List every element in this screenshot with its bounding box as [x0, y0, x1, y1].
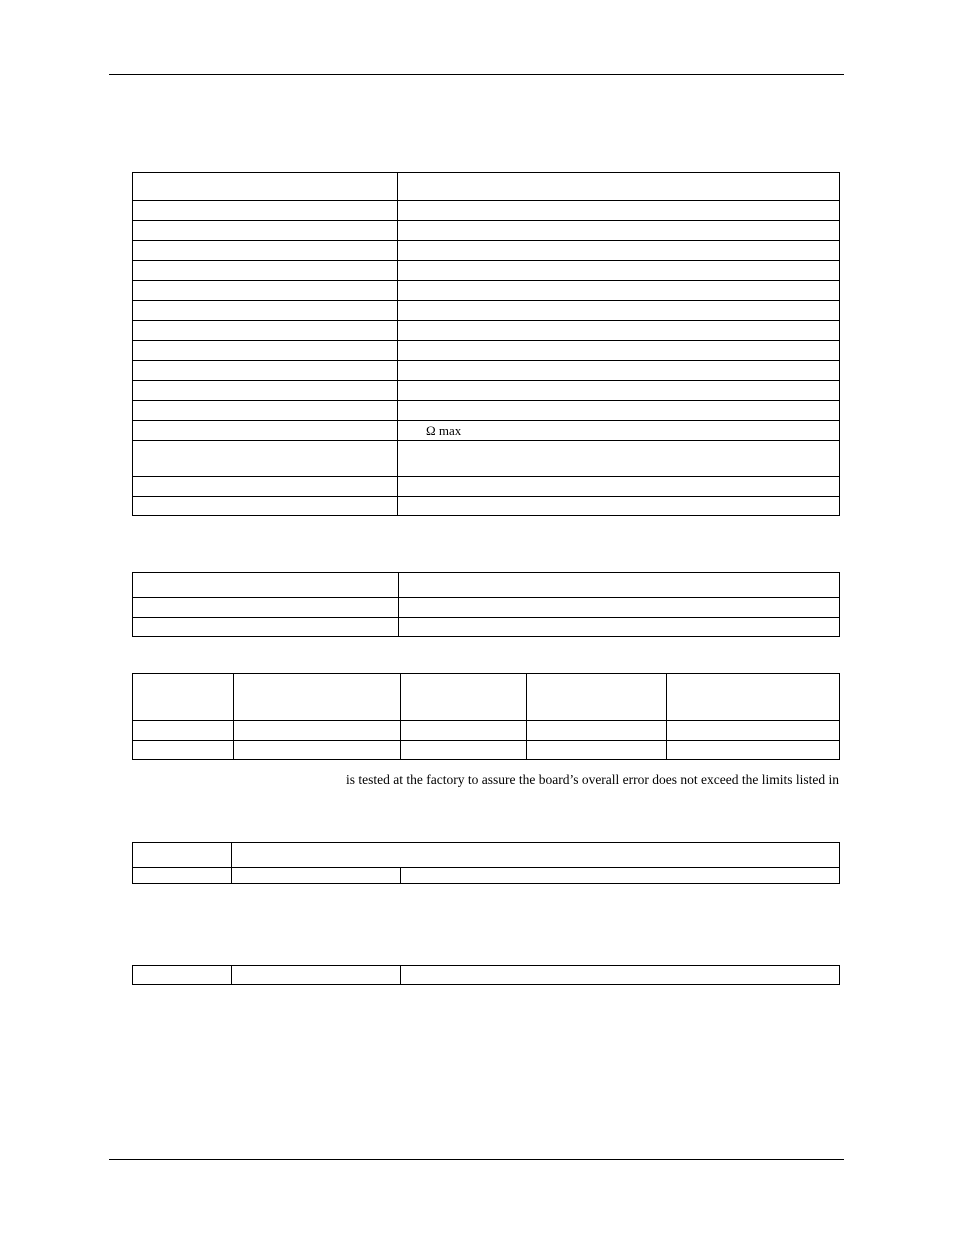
- table-cell: [667, 721, 840, 741]
- table-row: [133, 341, 840, 361]
- table-cell: [133, 221, 398, 241]
- table-cell: [234, 741, 401, 760]
- table-row: [133, 421, 840, 441]
- table-cell: [401, 741, 527, 760]
- footer-rule: [109, 1159, 844, 1160]
- table-row: [133, 361, 840, 381]
- table-cell: [133, 674, 234, 721]
- table-cell: [398, 173, 840, 201]
- table-row: [133, 966, 840, 985]
- table-cell: [133, 598, 399, 618]
- table-cell: [398, 261, 840, 281]
- factory-test-paragraph: is tested at the factory to assure the board’s overall error does not exceed the limits listed in: [346, 772, 839, 787]
- table-cell: [133, 573, 399, 598]
- table-cell: [133, 741, 234, 760]
- five-column-table: [132, 673, 840, 760]
- table-cell: [234, 674, 401, 721]
- table-cell: [133, 173, 398, 201]
- table-cell: [398, 241, 840, 261]
- table-cell: [401, 966, 840, 985]
- table-cell: [133, 301, 398, 321]
- table-cell: [133, 421, 398, 441]
- table-cell: [667, 674, 840, 721]
- table-row: [133, 868, 840, 884]
- table-row: [133, 301, 840, 321]
- table-cell: [527, 721, 667, 741]
- table-cell: [133, 401, 398, 421]
- table-cell: [133, 261, 398, 281]
- table-cell: [398, 301, 840, 321]
- table-cell: [401, 674, 527, 721]
- table-row: [133, 401, 840, 421]
- table-row: [133, 221, 840, 241]
- table-cell: [232, 966, 401, 985]
- table-row: [133, 598, 840, 618]
- table-row: [133, 741, 840, 760]
- table-cell: [399, 618, 840, 637]
- table-cell: [133, 843, 232, 868]
- accuracy-table: [132, 842, 840, 884]
- header-rule: [109, 74, 844, 75]
- table-cell: [401, 721, 527, 741]
- table-cell: [398, 421, 840, 441]
- table-row: [133, 201, 840, 221]
- table-cell: [527, 741, 667, 760]
- spec-table: [132, 172, 840, 516]
- table-cell: [232, 868, 401, 884]
- table-cell: [398, 477, 840, 497]
- table-row: [133, 674, 840, 721]
- table-cell: [232, 843, 840, 868]
- table-cell: [398, 381, 840, 401]
- table-row: [133, 477, 840, 497]
- table-cell: [398, 281, 840, 301]
- table-cell: [133, 477, 398, 497]
- table-cell: [398, 341, 840, 361]
- table-cell: [133, 966, 232, 985]
- table-cell: [398, 441, 840, 477]
- table-cell: [401, 868, 840, 884]
- table-cell: [133, 201, 398, 221]
- table-row: [133, 261, 840, 281]
- table-row: [133, 381, 840, 401]
- secondary-table: [132, 572, 840, 637]
- table-row: [133, 321, 840, 341]
- table-cell: [133, 321, 398, 341]
- table-row: [133, 241, 840, 261]
- table-cell: [133, 497, 398, 516]
- table-cell: [133, 341, 398, 361]
- table-cell: [667, 741, 840, 760]
- table-cell: [234, 721, 401, 741]
- table-cell: [133, 381, 398, 401]
- table-cell: [398, 401, 840, 421]
- table-cell: [133, 721, 234, 741]
- table-row: [133, 441, 840, 477]
- table-cell: [133, 868, 232, 884]
- table-row: [133, 618, 840, 637]
- table-row: [133, 573, 840, 598]
- table-cell: [398, 221, 840, 241]
- table-cell: [398, 321, 840, 341]
- table-cell: [133, 441, 398, 477]
- table-cell: [133, 281, 398, 301]
- table-row: [133, 497, 840, 516]
- table-cell: [527, 674, 667, 721]
- table-cell: [398, 201, 840, 221]
- table-cell: [398, 497, 840, 516]
- table-row: [133, 721, 840, 741]
- table-cell: [399, 598, 840, 618]
- table-cell: [398, 361, 840, 381]
- omega-max-text: Ω max: [426, 423, 462, 438]
- table-cell: [133, 241, 398, 261]
- table-row: [133, 843, 840, 868]
- table-row: [133, 173, 840, 201]
- table-cell: [399, 573, 840, 598]
- single-row-table: [132, 965, 840, 985]
- table-row: [133, 281, 840, 301]
- table-cell: [133, 361, 398, 381]
- table-cell: [133, 618, 399, 637]
